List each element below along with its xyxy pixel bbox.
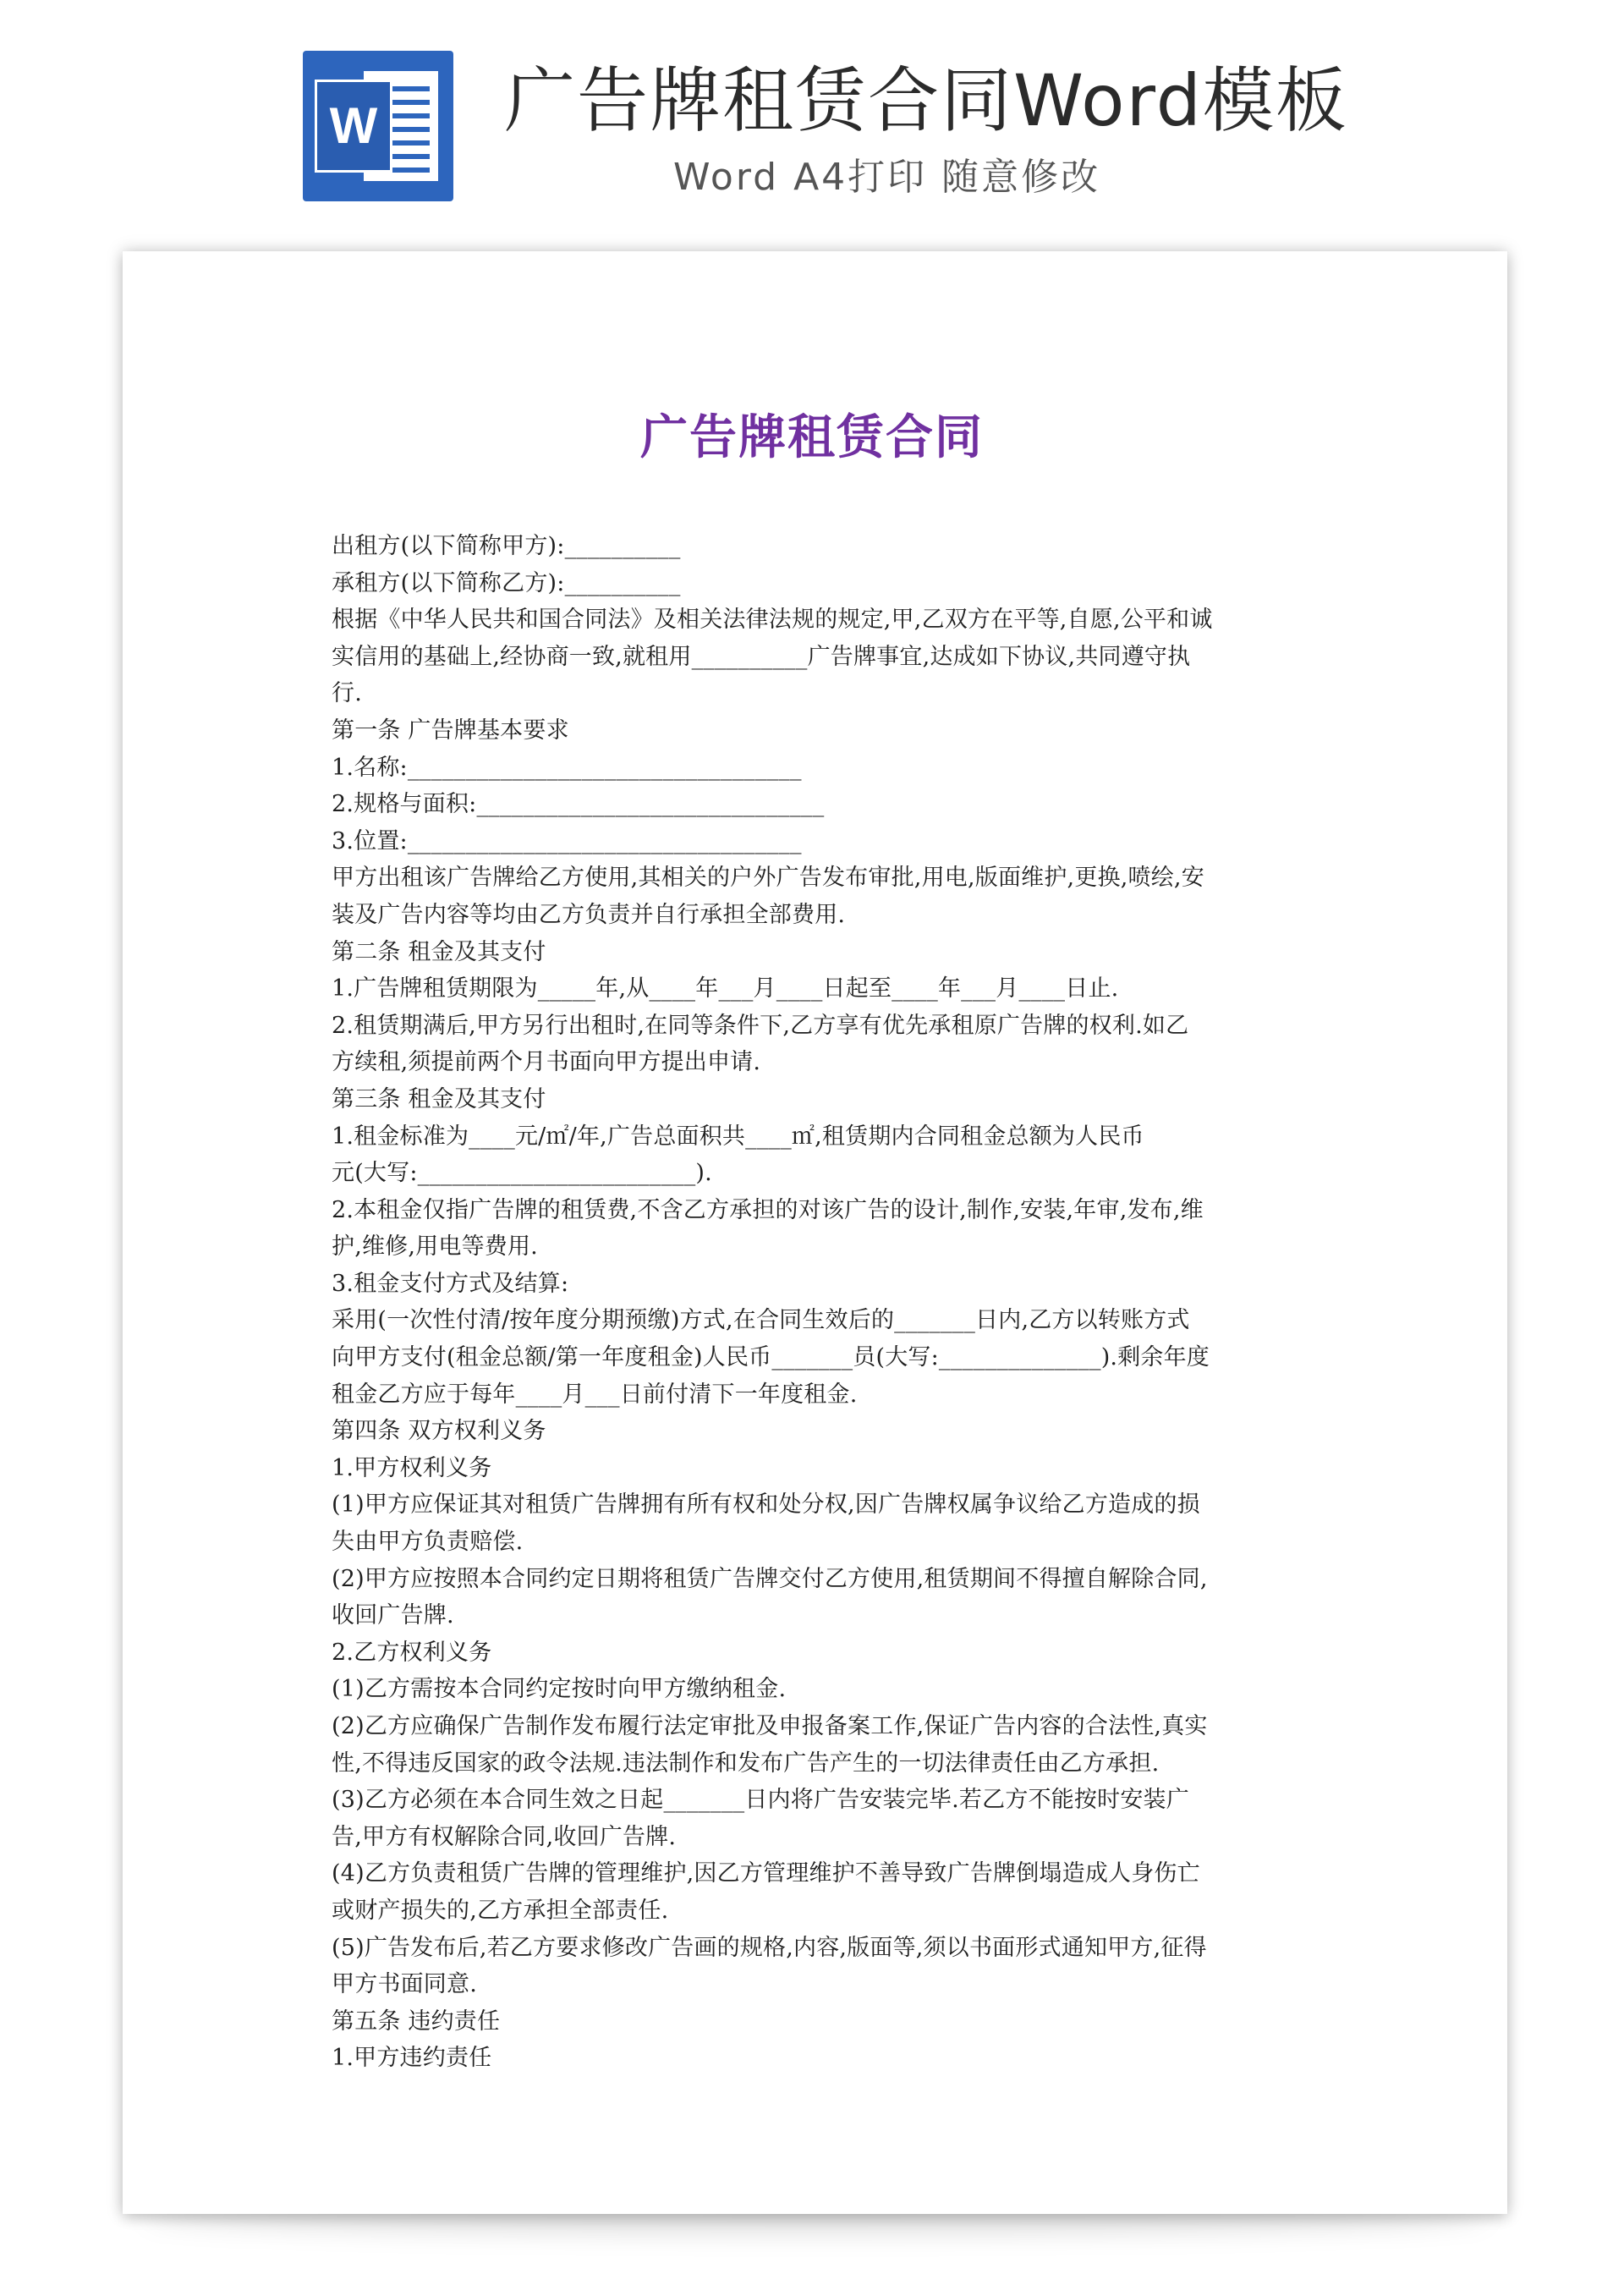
document-line: 第一条 广告牌基本要求 bbox=[332, 717, 569, 744]
document-line: 装及广告内容等均由乙方负责并自行承担全部费用. bbox=[332, 901, 846, 928]
document-line: 第五条 违约责任 bbox=[332, 2008, 501, 2035]
document-line: 2.乙方权利义务 bbox=[332, 1639, 492, 1666]
document-line: 承租方(以下简称乙方):__________ bbox=[332, 569, 681, 596]
document-line: 性,不得违反国家的政令法规.违法制作和发布广告产生的一切法律责任由乙方承担. bbox=[332, 1749, 1160, 1777]
document-line: 3.位置:__________________________________ bbox=[332, 827, 802, 854]
document-line: (1)乙方需按本合同约定按时向甲方缴纳租金. bbox=[332, 1676, 787, 1703]
banner-subtitle: Word A4打印 随意修改 bbox=[673, 156, 1101, 199]
document-line: 方续租,须提前两个月书面向甲方提出申请. bbox=[332, 1049, 761, 1076]
document-line: 2.本租金仅指广告牌的租赁费,不含乙方承担的对该广告的设计,制作,安装,年审,发布,维 bbox=[332, 1196, 1204, 1223]
document-line: 第四条 双方权利义务 bbox=[332, 1418, 546, 1445]
document-line: (2)甲方应按照本合同约定日期将租赁广告牌交付乙方使用,租赁期间不得擅自解除合同, bbox=[332, 1565, 1208, 1592]
document-line: 失由甲方负责赔偿. bbox=[332, 1529, 524, 1556]
document-line: 3.租金支付方式及结算: bbox=[332, 1270, 569, 1297]
document-line: (4)乙方负责租赁广告牌的管理维护,因乙方管理维护不善导致广告牌倒塌造成人身伤亡 bbox=[332, 1860, 1200, 1887]
banner-title: 广告牌租赁合同Word模板 bbox=[504, 59, 1348, 142]
document-line: 甲方出租该广告牌给乙方使用,其相关的户外广告发布审批,用电,版面维护,更换,喷绘,安 bbox=[332, 865, 1204, 892]
document-line: (3)乙方必须在本合同生效之日起_______日内将广告安装完毕.若乙方不能按时安装广 bbox=[332, 1787, 1189, 1814]
document-line: 行. bbox=[332, 680, 362, 707]
document-line: 第二条 租金及其支付 bbox=[332, 938, 546, 965]
document-body bbox=[332, 528, 1304, 2077]
document-line: (2)乙方应确保广告制作发布履行法定审批及申报备案工作,保证广告内容的合法性,真实 bbox=[332, 1713, 1208, 1739]
document-line: 根据《中华人民共和国合同法》及相关法律法规的规定,甲,乙双方在平等,自愿,公平和诚 bbox=[332, 607, 1213, 634]
document-line: 出租方(以下简称甲方):__________ bbox=[332, 533, 681, 559]
document-line: 1.租金标准为____元/㎡/年,广告总面积共____㎡,租赁期内合同租金总额为人民币 bbox=[332, 1123, 1144, 1150]
document-line: (5)广告发布后,若乙方要求修改广告画的规格,内容,版面等,须以书面形式通知甲方,征得 bbox=[332, 1934, 1207, 1961]
document-line: 护,维修,用电等费用. bbox=[332, 1233, 538, 1261]
document-line: 元(大写:________________________). bbox=[332, 1160, 712, 1187]
word-logo-letter: W bbox=[315, 80, 392, 173]
document-line: 1.名称:__________________________________ bbox=[332, 754, 802, 781]
document-line: 1.甲方权利义务 bbox=[332, 1454, 492, 1481]
document-line: 1.甲方违约责任 bbox=[332, 2045, 492, 2072]
document-line: 1.广告牌租赁期限为_____年,从____年___月____日起至____年___月____日止. bbox=[332, 975, 1119, 1002]
document-line: 第三条 租金及其支付 bbox=[332, 1085, 546, 1112]
document-line: 甲方书面同意. bbox=[332, 1971, 477, 1998]
document-line: 2.规格与面积:______________________________ bbox=[332, 791, 825, 818]
document-line: 采用(一次性付清/按年度分期预缴)方式,在合同生效后的_______日内,乙方以转账方式 bbox=[332, 1307, 1190, 1334]
document-title: 广告牌租赁合同 bbox=[640, 410, 984, 465]
document-line: (1)甲方应保证其对租赁广告牌拥有所有权和处分权,因广告牌权属争议给乙方造成的损 bbox=[332, 1491, 1200, 1519]
document-line: 实信用的基础上,经协商一致,就租用__________广告牌事宜,达成如下协议,共同遵守执 bbox=[332, 643, 1191, 670]
document-line: 向甲方支付(租金总额/第一年度租金)人民币_______员(大写:______________).剩余年度 bbox=[332, 1344, 1210, 1371]
template-banner bbox=[0, 0, 1624, 237]
document-line: 租金乙方应于每年____月___日前付清下一年度租金. bbox=[332, 1381, 858, 1408]
document-line: 2.租赁期满后,甲方另行出租时,在同等条件下,乙方享有优先承租原广告牌的权利.如乙 bbox=[332, 1012, 1189, 1039]
document-line: 告,甲方有权解除合同,收回广告牌. bbox=[332, 1823, 677, 1850]
word-logo-icon bbox=[303, 51, 453, 201]
document-line: 或财产损失的,乙方承担全部责任. bbox=[332, 1897, 669, 1924]
document-line: 收回广告牌. bbox=[332, 1602, 454, 1629]
